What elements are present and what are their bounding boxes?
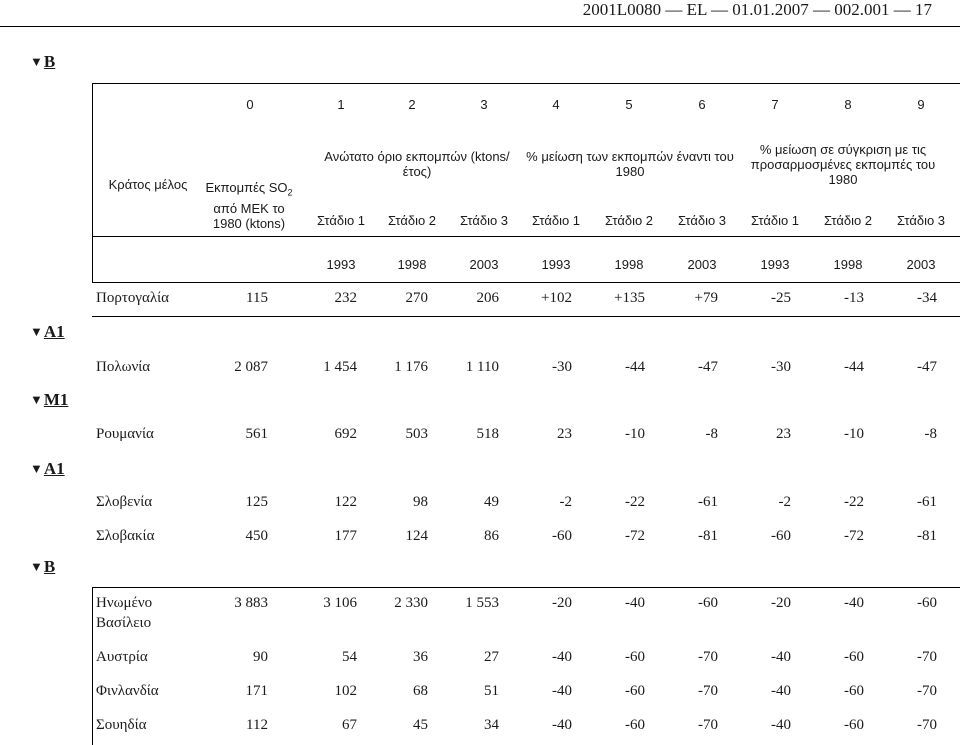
table-cell: 1 553: [465, 595, 499, 611]
table-cell: -30: [552, 359, 572, 375]
table-cell: -60: [844, 649, 864, 665]
year-label: 1998: [397, 257, 427, 272]
table-cell: -70: [917, 683, 937, 699]
row-divider: [92, 587, 960, 588]
table-cell: +102: [541, 290, 572, 306]
table-row: [92, 647, 960, 669]
column-number: 7: [771, 97, 779, 112]
country-name: Αυστρία: [96, 649, 148, 665]
table-cell: -40: [625, 595, 645, 611]
column-number: 0: [246, 97, 254, 112]
table-cell: -40: [844, 595, 864, 611]
table-cell: 692: [334, 426, 357, 442]
table-cell: -22: [844, 494, 864, 510]
table-row: [92, 288, 960, 310]
country-name: Σλοβενία: [96, 494, 153, 510]
table-cell: -70: [698, 649, 718, 665]
table-cell: +79: [694, 290, 718, 306]
table-cell: 122: [334, 494, 357, 510]
table-cell: -8: [705, 426, 718, 442]
table-cell: 518: [476, 426, 499, 442]
country-name: Ρουμανία: [96, 426, 154, 442]
table-cell: 232: [334, 290, 357, 306]
table-cell: -60: [625, 683, 645, 699]
triangle-down-icon: ▼: [30, 559, 43, 574]
table-cell: +135: [614, 290, 645, 306]
table-cell: 34: [484, 717, 499, 733]
table-row: [92, 681, 960, 703]
table-cell: 86: [484, 528, 499, 544]
table-cell: -47: [917, 359, 937, 375]
column-number: 4: [552, 97, 560, 112]
stage-label: Στάδιο 1: [750, 213, 800, 228]
table-cell: -60: [698, 595, 718, 611]
table-cell: -40: [552, 683, 572, 699]
table-cell: -70: [917, 717, 937, 733]
column-number: 3: [480, 97, 488, 112]
table-cell: -34: [917, 290, 937, 306]
table-cell: 23: [557, 426, 572, 442]
table-cell: 125: [245, 494, 268, 510]
table-row: [92, 357, 960, 379]
table-cell: -22: [625, 494, 645, 510]
table-cell: 3 883: [234, 595, 268, 611]
table-cell: 2 087: [234, 359, 268, 375]
column-number: 8: [844, 97, 852, 112]
table-cell: -70: [917, 649, 937, 665]
table-cell: 124: [405, 528, 428, 544]
table-cell: -44: [844, 359, 864, 375]
table-cell: -40: [771, 649, 791, 665]
column-number: 9: [917, 97, 925, 112]
table-cell: 98: [413, 494, 428, 510]
table-cell: 2 330: [394, 595, 428, 611]
row-divider: [92, 316, 960, 317]
table-cell: -61: [698, 494, 718, 510]
table-cell: 206: [476, 290, 499, 306]
table-cell: -60: [844, 717, 864, 733]
amendment-marker: ▼B: [30, 557, 56, 576]
table-cell: 177: [334, 528, 357, 544]
table-cell: 450: [245, 528, 268, 544]
triangle-down-icon: ▼: [30, 324, 43, 339]
table-cell: -60: [552, 528, 572, 544]
table-cell: -20: [552, 595, 572, 611]
table-row: [92, 715, 960, 737]
table-cell: -40: [552, 649, 572, 665]
table-cell: -2: [778, 494, 791, 510]
country-name: Πολωνία: [96, 359, 151, 375]
table-cell: 49: [484, 494, 499, 510]
table-cell: 1 454: [323, 359, 357, 375]
table-cell: 1 176: [394, 359, 428, 375]
country-name: Πορτογαλία: [96, 290, 170, 306]
amendment-marker: ▼A1: [30, 322, 65, 341]
table-cell: 68: [413, 683, 428, 699]
table-cell: -10: [625, 426, 645, 442]
column-number: 5: [625, 97, 633, 112]
table-cell: 112: [246, 717, 268, 733]
amendment-marker: ▼B: [30, 52, 56, 71]
table-cell: 27: [484, 649, 499, 665]
emissions-1980-header: Εκπομπές $SO_2$ από ΜΕΚ το 1980 (ktons): [205, 180, 293, 231]
table-cell: 51: [484, 683, 499, 699]
amendment-marker: ▼M1: [30, 390, 69, 409]
column-number: 1: [337, 97, 345, 112]
stage-label: Στάδιο 3: [896, 213, 946, 228]
column-number: 2: [408, 97, 416, 112]
member-state-header: Κράτος μέλος: [108, 177, 188, 192]
table-cell: -40: [771, 683, 791, 699]
table-cell: -60: [625, 717, 645, 733]
stage-label: Στάδιο 1: [316, 213, 366, 228]
triangle-down-icon: ▼: [30, 54, 43, 69]
table-cell: 1 110: [465, 359, 499, 375]
year-label: 1993: [541, 257, 571, 272]
country-name: Σουηδία: [96, 717, 147, 733]
year-label: 2003: [687, 257, 717, 272]
table-cell: -8: [924, 426, 937, 442]
table-cell: 54: [342, 649, 357, 665]
stage-label: Στάδιο 1: [531, 213, 581, 228]
table-cell: -30: [771, 359, 791, 375]
table-cell: 561: [245, 426, 268, 442]
table-cell: -70: [698, 717, 718, 733]
table-cell: -60: [844, 683, 864, 699]
header-divider: [92, 236, 960, 237]
table-cell: 503: [405, 426, 428, 442]
table-cell: -81: [698, 528, 718, 544]
table-cell: -13: [844, 290, 864, 306]
year-label: 2003: [906, 257, 936, 272]
table-cell: -44: [625, 359, 645, 375]
table-cell: -20: [771, 595, 791, 611]
reduction-adjusted-header: % μείωση σε σύγκριση με τις προσαρμοσμένες εκπομπές του 1980: [750, 142, 936, 187]
table-cell: -60: [625, 649, 645, 665]
stage-label: Στάδιο 2: [823, 213, 873, 228]
triangle-down-icon: ▼: [30, 392, 43, 407]
document-reference: 2001L0080 — EL — 01.01.2007 — 002.001 — 17: [582, 0, 932, 19]
year-label: 2003: [469, 257, 499, 272]
table-cell: -60: [917, 595, 937, 611]
year-label: 1993: [326, 257, 356, 272]
year-label: 1998: [833, 257, 863, 272]
table-cell: -81: [917, 528, 937, 544]
table-cell: -60: [771, 528, 791, 544]
table-cell: -40: [552, 717, 572, 733]
country-name: Φινλανδία: [96, 683, 159, 699]
table-cell: -72: [844, 528, 864, 544]
year-label: 1993: [760, 257, 790, 272]
table-cell: -61: [917, 494, 937, 510]
table-cell: -70: [698, 683, 718, 699]
table-cell: 102: [334, 683, 357, 699]
emission-ceiling-header: Ανώτατο όριο εκπομπών (ktons/έτος): [324, 149, 510, 179]
table-cell: 270: [405, 290, 428, 306]
stage-label: Στάδιο 3: [677, 213, 727, 228]
table-row: [92, 492, 960, 514]
table-cell: 23: [776, 426, 791, 442]
table-cell: -10: [844, 426, 864, 442]
triangle-down-icon: ▼: [30, 461, 43, 476]
stage-label: Στάδιο 3: [459, 213, 509, 228]
table-cell: -2: [559, 494, 572, 510]
table-cell: 45: [413, 717, 428, 733]
table-cell: 3 106: [323, 595, 357, 611]
table-cell: 36: [413, 649, 428, 665]
country-name: Ηνωμένο: [96, 595, 153, 611]
amendment-marker: ▼A1: [30, 459, 65, 478]
table-cell: -25: [771, 290, 791, 306]
column-number: 6: [698, 97, 706, 112]
table-cell: 115: [246, 290, 268, 306]
country-name: Σλοβακία: [96, 528, 155, 544]
table-cell: 90: [253, 649, 268, 665]
year-label: 1998: [614, 257, 644, 272]
table-row: [92, 593, 960, 637]
table-cell: -40: [771, 717, 791, 733]
table-cell: 67: [342, 717, 357, 733]
country-name-continued: Βασίλειο: [96, 615, 152, 631]
stage-label: Στάδιο 2: [604, 213, 654, 228]
stage-label: Στάδιο 2: [387, 213, 437, 228]
table-cell: 171: [245, 683, 268, 699]
table-cell: -72: [625, 528, 645, 544]
reduction-vs-1980-header: % μείωση των εκπομπών έναντι του 1980: [526, 149, 734, 179]
table-row: [92, 526, 960, 548]
table-cell: -47: [698, 359, 718, 375]
table-row: [92, 424, 960, 446]
